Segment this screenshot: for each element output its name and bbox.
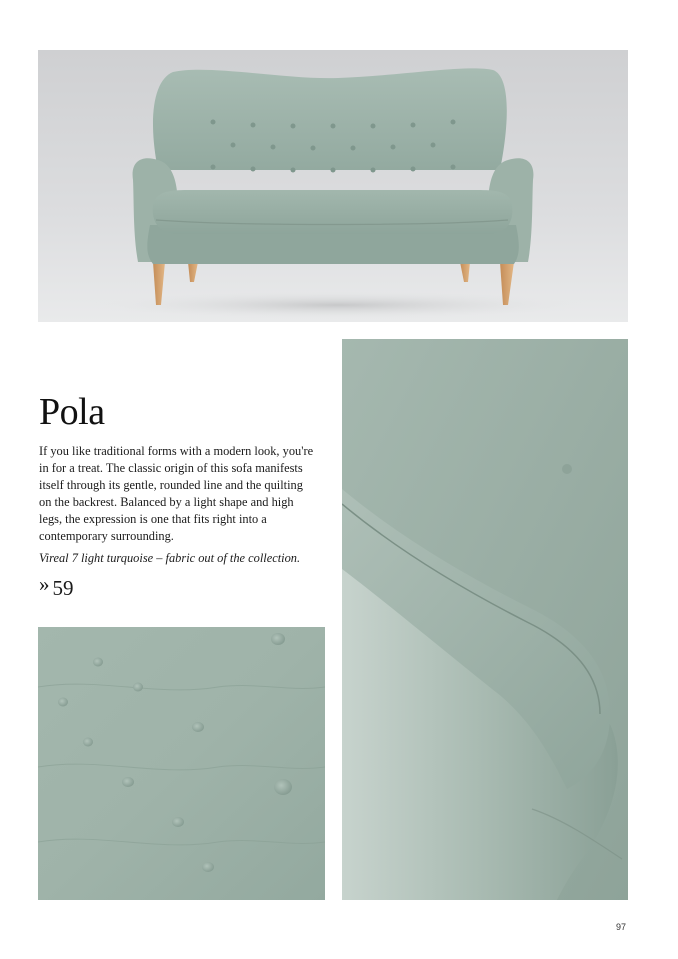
armrest-closeup-photo bbox=[342, 339, 628, 900]
product-description: If you like traditional forms with a modern look, you're in for a treat. The classic origin of this sofa manifests itself through its gentle, rounded line and the quilting on the backrest. Balanced by a light shape and high legs, the expression is one that fits right into a contemporary surrounding. bbox=[39, 444, 314, 543]
sofa-photo bbox=[38, 50, 628, 322]
page-reference-number: 59 bbox=[52, 576, 74, 600]
product-title: Pola bbox=[39, 391, 105, 433]
tufting-closeup-photo bbox=[38, 627, 325, 900]
page-number: 97 bbox=[616, 922, 627, 932]
double-arrow-icon: » bbox=[39, 572, 50, 596]
page-reference[interactable] bbox=[39, 572, 74, 601]
fabric-caption: Vireal 7 light turquoise – fabric out of the collection. bbox=[39, 551, 301, 565]
